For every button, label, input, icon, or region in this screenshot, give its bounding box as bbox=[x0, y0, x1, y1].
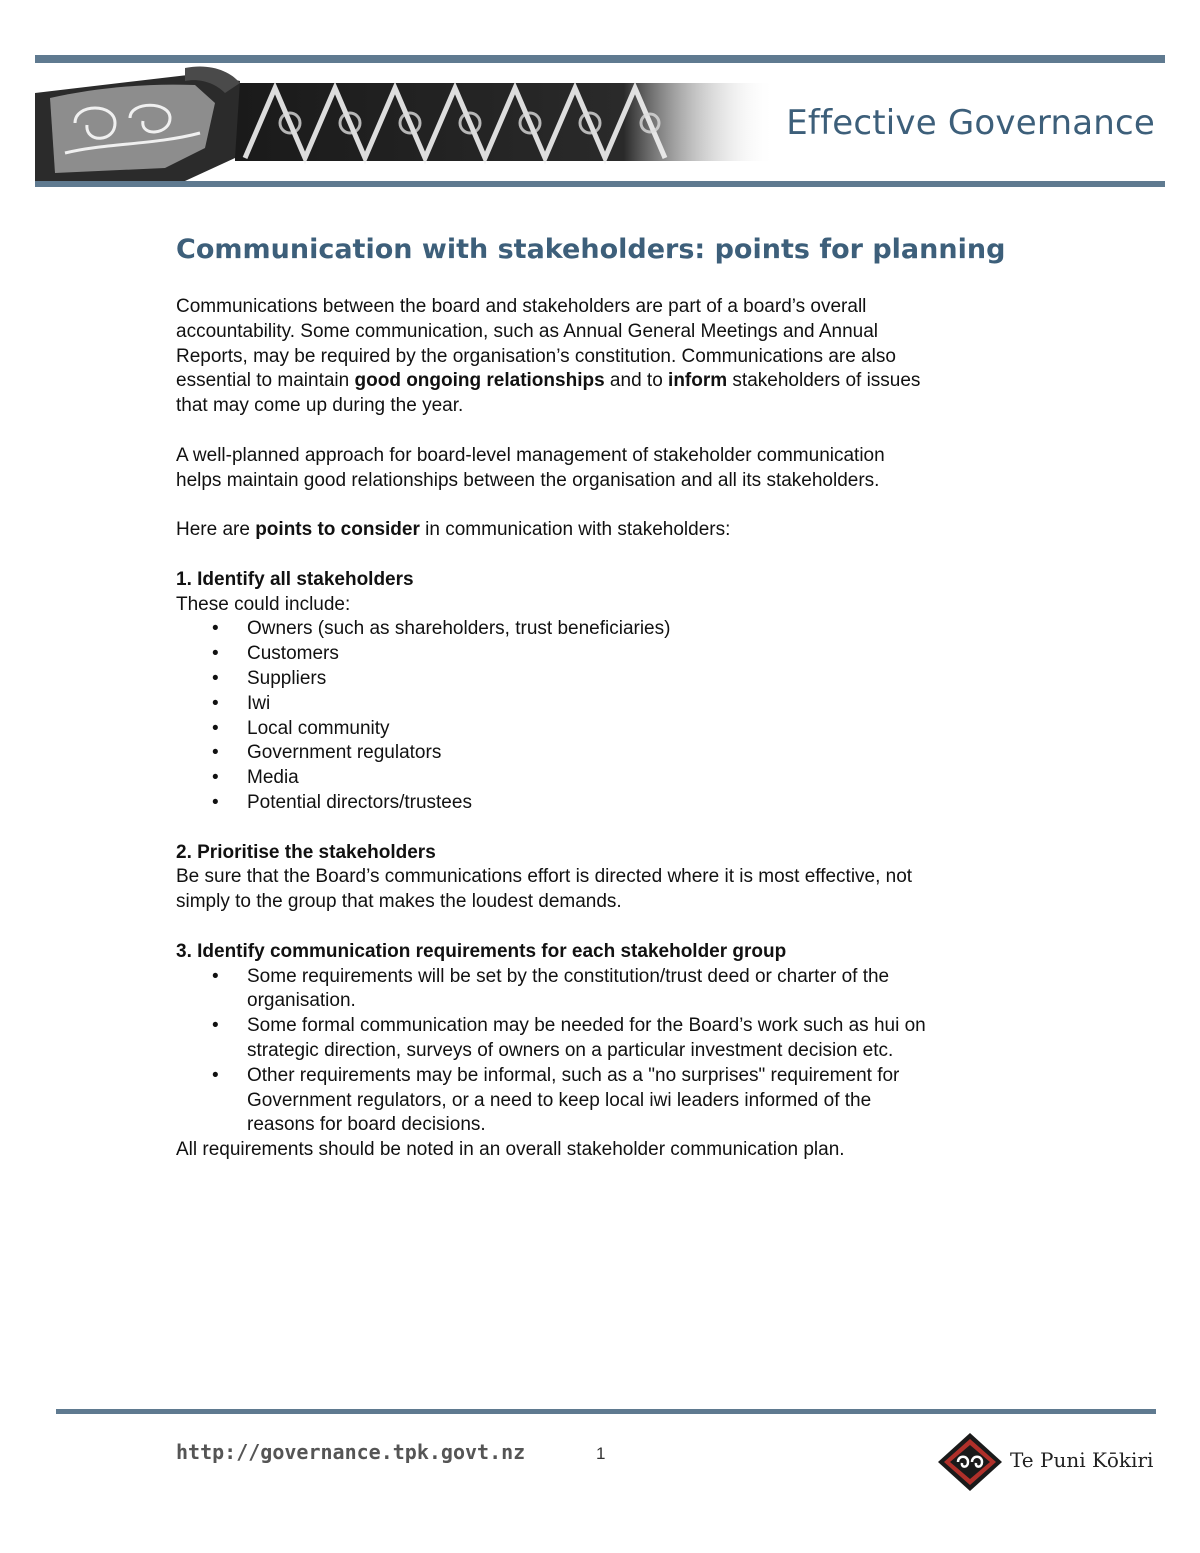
footer-url-link[interactable]: http://governance.tpk.govt.nz bbox=[176, 1440, 526, 1464]
approach-line: helps maintain good relationships between the organisation and all its stakeholders. bbox=[176, 469, 880, 491]
stakeholder-list bbox=[176, 617, 1036, 815]
section-heading-prioritise: 2. Prioritise the stakeholders bbox=[176, 841, 436, 863]
list-item-text: Media bbox=[247, 767, 299, 789]
prioritise-paragraph bbox=[176, 865, 1036, 915]
list-item-text: Suppliers bbox=[247, 667, 327, 689]
emphasis-points: points to consider bbox=[255, 519, 420, 541]
logo-text: Te Puni Kōkiri bbox=[1010, 1448, 1154, 1472]
consider-text: Here are bbox=[176, 519, 256, 541]
closing-line: All requirements should be noted in an overall stakeholder communication plan. bbox=[176, 1139, 845, 1161]
bullet-icon: • bbox=[212, 742, 219, 764]
bullet-icon: • bbox=[212, 767, 219, 789]
prioritise-line: Be sure that the Board’s communications effort is directed where it is most effective, not bbox=[176, 866, 913, 888]
page-number: 1 bbox=[596, 1444, 606, 1463]
consider-text: in communication with stakeholders: bbox=[419, 519, 731, 541]
list-item-text: Customers bbox=[247, 643, 339, 665]
list-item-text: Owners (such as shareholders, trust beneficiaries) bbox=[247, 618, 671, 640]
bullet-icon: • bbox=[212, 965, 219, 987]
bullet-icon: • bbox=[212, 692, 219, 714]
intro-text: and to bbox=[604, 370, 669, 392]
intro-text: essential to maintain bbox=[176, 370, 355, 392]
list-item bbox=[176, 642, 1036, 667]
list-item-text: strategic direction, surveys of owners on a particular investment decision etc. bbox=[247, 1039, 894, 1061]
list-item-text: Government regulators bbox=[247, 742, 442, 764]
bullet-icon: • bbox=[212, 717, 219, 739]
bullet-icon: • bbox=[212, 1015, 219, 1037]
intro-line: Reports, may be required by the organisation’s constitution. Communications are also bbox=[176, 345, 896, 367]
requirements-list bbox=[176, 965, 1036, 1139]
bullet-icon: • bbox=[212, 667, 219, 689]
list-item bbox=[176, 692, 1036, 717]
list-item-text: organisation. bbox=[247, 990, 356, 1012]
consider-paragraph bbox=[176, 518, 1036, 543]
list-item bbox=[176, 791, 1036, 816]
approach-line: A well-planned approach for board-level management of stakeholder communication bbox=[176, 444, 885, 466]
section-lead: These could include: bbox=[176, 593, 351, 615]
list-item-text: Some requirements will be set by the constitution/trust deed or charter of the bbox=[247, 965, 890, 987]
list-item bbox=[176, 741, 1036, 766]
list-item-text: Local community bbox=[247, 717, 390, 739]
list-item bbox=[176, 965, 1036, 1015]
bullet-icon: • bbox=[212, 1064, 219, 1086]
intro-line: that may come up during the year. bbox=[176, 395, 464, 417]
list-item bbox=[176, 717, 1036, 742]
list-item-text: reasons for board decisions. bbox=[247, 1114, 486, 1136]
bullet-icon: • bbox=[212, 643, 219, 665]
page-title: Communication with stakeholders: points for planning bbox=[176, 234, 1006, 265]
emphasis-inform: inform bbox=[668, 370, 728, 392]
header-banner bbox=[35, 63, 1165, 181]
list-item bbox=[176, 667, 1036, 692]
header-rule-bottom bbox=[35, 181, 1165, 187]
intro-paragraph bbox=[176, 295, 1036, 419]
section-heading-identify: 1. Identify all stakeholders bbox=[176, 568, 414, 590]
list-item-text: Other requirements may be informal, such as a "no surprises" requirement for bbox=[247, 1064, 900, 1086]
list-item bbox=[176, 1064, 1036, 1138]
bullet-icon: • bbox=[212, 791, 219, 813]
brand-title: Effective Governance bbox=[786, 103, 1155, 143]
emphasis-relationships: good ongoing relationships bbox=[354, 370, 605, 392]
list-item bbox=[176, 617, 1036, 642]
prioritise-line: simply to the group that makes the loudest demands. bbox=[176, 891, 622, 913]
document-body bbox=[176, 228, 1036, 1163]
section-heading-requirements: 3. Identify communication requirements for each stakeholder group bbox=[176, 940, 787, 962]
list-item-text: Some formal communication may be needed for the Board’s work such as hui on bbox=[247, 1015, 926, 1037]
bullet-icon: • bbox=[212, 618, 219, 640]
footer-rule bbox=[56, 1409, 1156, 1414]
carving-pattern-icon bbox=[35, 63, 795, 181]
intro-line: accountability. Some communication, such as Annual General Meetings and Annual bbox=[176, 320, 879, 342]
list-item-text: Government regulators, or a need to keep local iwi leaders informed of the bbox=[247, 1089, 872, 1111]
intro-line: Communications between the board and stakeholders are part of a board’s overall bbox=[176, 296, 867, 317]
approach-paragraph bbox=[176, 444, 1036, 494]
list-item-text: Potential directors/trustees bbox=[247, 791, 472, 813]
list-item bbox=[176, 1014, 1036, 1064]
list-item-text: Iwi bbox=[247, 692, 271, 714]
header-rule-top bbox=[35, 55, 1165, 63]
intro-text: stakeholders of issues bbox=[727, 370, 921, 392]
list-item bbox=[176, 766, 1036, 791]
